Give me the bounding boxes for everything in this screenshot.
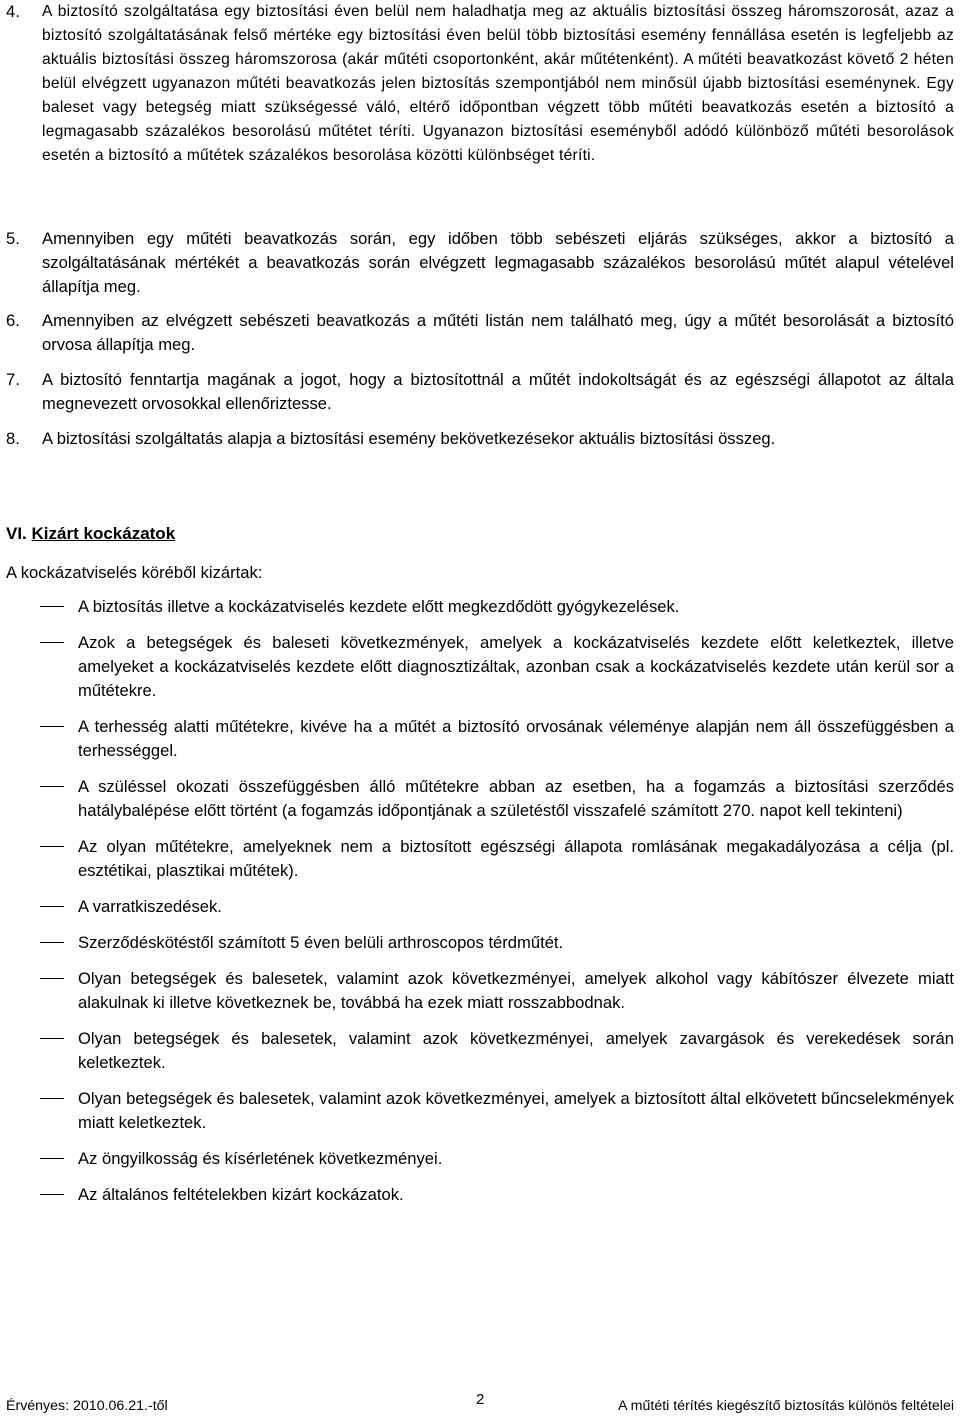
clause-8 — [6, 427, 954, 451]
clause-number: 5. — [6, 229, 20, 248]
list-item-text: Az öngyilkosság és kísérletének következményei. — [78, 1149, 443, 1168]
section-intro: A kockázatviselés köréből kizártak: — [6, 563, 263, 582]
dash-bullet — [40, 1194, 64, 1195]
list-item-text: Szerződéskötéstől számított 5 éven belüli arthroscopos térdműtét. — [78, 933, 564, 952]
list-item — [6, 895, 954, 919]
list-item — [6, 967, 954, 1015]
list-item — [6, 631, 954, 703]
section-title: Kizárt kockázatok — [31, 524, 176, 543]
footer-document-title: A műtéti térítés kiegészítő biztosítás különös feltételei — [618, 1398, 954, 1414]
clause-text: Amennyiben egy műtéti beavatkozás során, egy időben több sebészeti eljárás szükséges, akkor a biztosító a szolgáltatásának mértékét a beavatkozás során elvégzett legmagasabb százalékos besorolású műtét alapul vételével állapítja meg. — [42, 229, 954, 296]
list-item — [6, 1087, 954, 1135]
list-item-text: Azok a betegségek és baleseti következmények, amelyek a kockázatviselés kezdete előtt keletkeztek, illetve amelyeket a kockázatviselés kezdete előtt diagnosztizáltak, azonban csak a kockázatviselés kezdete után kerül sor a műtétekre. — [78, 633, 954, 700]
list-item-text: A biztosítás illetve a kockázatviselés kezdete előtt megkezdődött gyógykezelések. — [78, 597, 680, 616]
list-item — [6, 931, 954, 955]
list-item — [6, 595, 954, 619]
list-item-text: Olyan betegségek és balesetek, valamint azok következményei, amelyek zavargások és verekedések során keletkeztek. — [78, 1029, 954, 1072]
dash-bullet — [40, 942, 64, 943]
list-item-text: A szüléssel okozati összefüggésben álló műtétekre abban az esetben, ha a fogamzás a biztosítási szerződés hatálybalépése előtt történt (a fogamzás időpontjának a születéstől visszafelé számított 270. napot kell tekinteni) — [78, 777, 954, 820]
clause-text: Amennyiben az elvégzett sebészeti beavatkozás a műtéti listán nem található meg, úgy a műtét besorolását a biztosító orvosa állapítja meg. — [42, 311, 954, 354]
clause-number: 7. — [6, 370, 20, 389]
clause-number: 6. — [6, 311, 20, 330]
page-footer — [6, 1390, 954, 1414]
clause-text: A biztosító fenntartja magának a jogot, hogy a biztosítottnál a műtét indokoltságát és az egészségi állapotot az általa megnevezett orvosokkal ellenőriztesse. — [42, 370, 954, 413]
dash-bullet — [40, 786, 64, 787]
clause-text: A biztosító szolgáltatása egy biztosítási éven belül nem haladhatja meg az aktuális biztosítási összeg háromszorosát, azaz a biztosító szolgáltatásának felső mértéke egy biztosítási éven belül több biztosítási esemény fennállása esetén is legfeljebb az aktuális biztosítási összeg háromszorosa (akár műtéti csoportonként, akár műtétenként). A műtéti beavatkozást követő 2 héten belül elvégzett ugyanazon műtéti beavatkozás jelen biztosítás szempontjából nem minősül újabb biztosítási eseménynek. Egy baleset vagy betegség miatt szükségessé váló, eltérő időpontban végzett több műtéti beavatkozás esetén a biztosító a legmagasabb százalékos besorolású műtétet téríti. Ugyanazon biztosítási eseményből adódó különböző műtéti besorolások esetén a biztosító a műtétek százalékos besorolása közötti különbséget téríti. — [42, 3, 954, 164]
section-number: VI. — [6, 524, 27, 543]
list-item — [6, 1147, 954, 1171]
list-item — [6, 1027, 954, 1075]
list-item — [6, 775, 954, 823]
dash-bullet — [40, 906, 64, 907]
list-item — [6, 715, 954, 763]
clause-4 — [6, 0, 954, 168]
dash-bullet — [40, 1158, 64, 1159]
dash-bullet — [40, 1038, 64, 1039]
list-item-text: A terhesség alatti műtétekre, kivéve ha a műtét a biztosító orvosának véleménye alapján nem áll összefüggésben a terhességgel. — [78, 717, 954, 760]
clause-7 — [6, 368, 954, 416]
dash-bullet — [40, 978, 64, 979]
page-number: 2 — [476, 1391, 485, 1408]
clause-6 — [6, 309, 954, 357]
clause-number: 8. — [6, 429, 20, 448]
exclusion-list — [6, 595, 954, 1219]
list-item-text: Olyan betegségek és balesetek, valamint azok következményei, amelyek a biztosított által elkövetett bűncselekmények miatt keletkeztek. — [78, 1089, 954, 1132]
footer-validity: Érvényes: 2010.06.21.-től — [6, 1398, 168, 1414]
dash-bullet — [40, 642, 64, 643]
clause-5 — [6, 227, 954, 299]
dash-bullet — [40, 1098, 64, 1099]
list-item-text: Olyan betegségek és balesetek, valamint azok következményei, amelyek alkohol vagy kábítószer élvezete miatt alakulnak ki illetve következnek be, továbbá ha ezek miatt rosszabbodnak. — [78, 969, 954, 1012]
section-heading — [6, 522, 175, 546]
list-item — [6, 835, 954, 883]
list-item-text: Az olyan műtétekre, amelyeknek nem a biztosított egészségi állapota romlásának megakadályozása a célja (pl. esztétikai, plasztikai műtétek). — [78, 837, 954, 880]
list-item-text: A varratkiszedések. — [78, 897, 222, 916]
clause-number: 4. — [6, 2, 20, 21]
dash-bullet — [40, 606, 64, 607]
clause-text: A biztosítási szolgáltatás alapja a biztosítási esemény bekövetkezésekor aktuális biztosítási összeg. — [42, 429, 776, 448]
dash-bullet — [40, 726, 64, 727]
dash-bullet — [40, 846, 64, 847]
list-item-text: Az általános feltételekben kizárt kockázatok. — [78, 1185, 404, 1204]
list-item — [6, 1183, 954, 1207]
